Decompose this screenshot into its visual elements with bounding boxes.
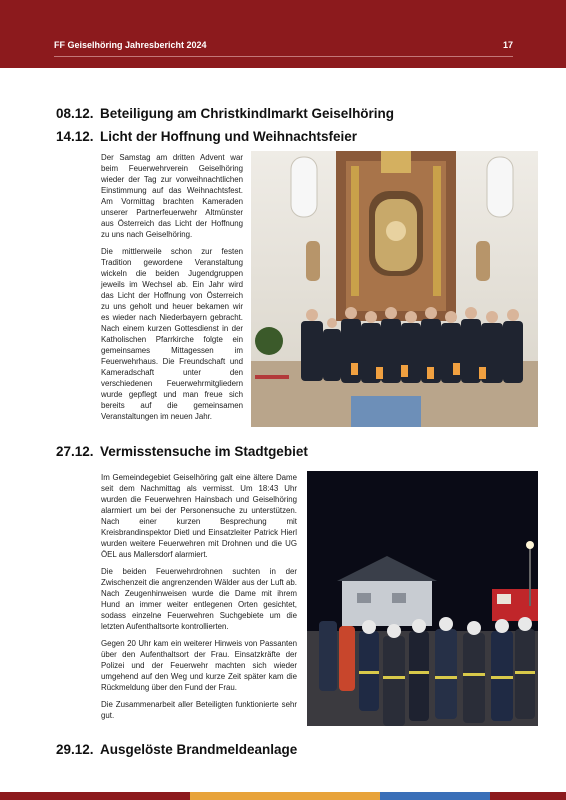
- section-date: 14.12.: [56, 129, 94, 144]
- section-body-licht: [101, 152, 243, 428]
- section-heading-brandmeldeanlage: [56, 742, 297, 757]
- paragraph: Die beiden Feuerwehrdrohnen suchten in der Zwischenzeit die angrenzenden Wälder aus der Luft ab. Nach Zeugenhinweisen wurde die Dame mit ihrem Hund an immer weiter entlegenen Orten gesichtet, sodass einzelne Feuerwehren Suchgebiete um die letzten Aufenthaltsorte kontrollierten.: [101, 567, 297, 631]
- footer-bar-red-end: [490, 792, 566, 800]
- church-photo-illustration: [251, 151, 538, 427]
- paragraph: Die mittlerweile schon zur festen Tradition gewordene Veranstaltung wickeln die beiden Jugendgruppen jeweils im Wechsel ab. Ein Jahr wird das Licht der Hoffnung von Österreich zu uns geholt und heuer bekamen wir es wieder nach Niederbayern gebracht. Nach einem kurzen Gottesdienst in der Katholischen Pfarrkirche folgte ein gemeinsames Mittagessen im Feuerwehrhaus. Die Freundschaft und Kameradschaft unter den verschiedenen Feuerwehrmitgliedern wurde gepflegt und man freue sich bereits auf die gemeinsamen Veranstaltungen im neuen Jahr.: [101, 247, 243, 421]
- header-divider: [54, 56, 513, 57]
- footer-bar-blue: [380, 792, 490, 800]
- section-date: 29.12.: [56, 742, 94, 757]
- section-date: 08.12.: [56, 106, 94, 121]
- church-group-photo: [251, 151, 538, 427]
- page-number: 17: [502, 40, 513, 50]
- section-title: Ausgelöste Brandmeldeanlage: [100, 742, 298, 757]
- footer-bar-red: [0, 792, 190, 800]
- section-title: Vermisstensuche im Stadtgebiet: [100, 444, 308, 459]
- section-heading-licht-der-hoffnung: [56, 129, 357, 144]
- section-heading-vermisstensuche: [56, 444, 308, 459]
- report-title: FF Geiselhöring Jahresbericht 2024: [54, 40, 207, 50]
- paragraph: Der Samstag am dritten Advent war beim Feuerwehrverein Geiselhöring wieder der Tag zur vorweihnachtlichen Einstimmung auf das Weihnachtsfest. Am Vormittag brachten Kameraden unserer Partnerfeuerwehr Altmünster aus Österreich das Licht der Hoffnung zu uns nach Geiselhöring.: [101, 153, 243, 239]
- paragraph: Gegen 20 Uhr kam ein weiterer Hinweis von Passanten über den Aufenthaltsort der Frau. Einsatzkräfte der Polizei und der Feuerwehr machten sich wieder umgehend auf den Weg und kurze Zeit später kam die Rückmeldung über den Fund der Frau.: [101, 639, 297, 692]
- section-title: Licht der Hoffnung und Weihnachtsfeier: [100, 129, 358, 144]
- night-search-photo: [307, 471, 538, 726]
- section-date: 27.12.: [56, 444, 94, 459]
- section-heading-christkindlmarkt: [56, 106, 394, 121]
- section-title: Beteiligung am Christkindlmarkt Geiselhöring: [100, 106, 395, 121]
- page-header: [0, 0, 566, 68]
- paragraph: Die Zusammenarbeit aller Beteiligten funktionierte sehr gut.: [101, 700, 297, 720]
- paragraph: Im Gemeindegebiet Geiselhöring galt eine ältere Dame seit dem Nachmittag als vermisst. Um 18:43 Uhr wurden die Feuerwehren Hainsbach und Geiselhöring alarmiert um bei der Personensuche zu unterstützen. Nach einer kurzen Besprechung mit Kreisbrandinspektor Dietl und Einsatzleiter Patrick Hierl wurden weitere Feuerwehren mit Drohnen und die UG ÖEL aus Mallersdorf alarmiert.: [101, 473, 297, 559]
- footer-bar-orange: [190, 792, 380, 800]
- night-photo-illustration: [307, 471, 538, 726]
- section-body-vermisstensuche: [101, 472, 297, 727]
